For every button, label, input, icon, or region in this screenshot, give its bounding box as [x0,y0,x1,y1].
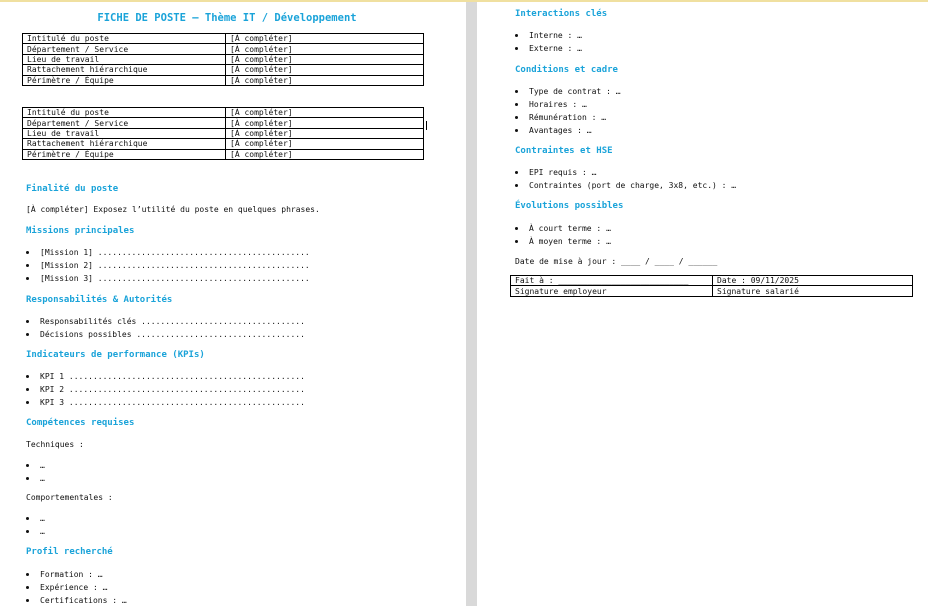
table-row [23,108,424,118]
list-item: Certifications : … [25,594,127,606]
table-row [23,54,424,64]
list-item: [Mission 2] ............................................ [25,259,310,272]
list-item: … [25,525,45,538]
job-info-table [22,33,424,86]
table-row [23,34,424,44]
profil-list [25,568,127,606]
table-row [23,65,424,75]
table-cell-value[interactable]: [À compléter] [226,139,424,149]
table-row [23,149,424,159]
section-heading-evolutions: Évolutions possibles [515,201,624,211]
section-heading-conditions: Conditions et cadre [515,65,618,75]
table-row [23,44,424,54]
table-cell-value[interactable]: [À compléter] [226,108,424,118]
table-cell-label: Intitulé du poste [23,34,226,44]
table-cell-value[interactable]: [À compléter] [226,54,424,64]
fait-a-cell[interactable]: Fait à : ___________________________ [511,276,713,286]
section-heading-profil: Profil recherché [26,547,113,557]
table-cell-label: Rattachement hiérarchique [23,65,226,75]
table-row [23,139,424,149]
list-item: Expérience : … [25,581,127,594]
section-heading-kpis: Indicateurs de performance (KPIs) [26,350,205,360]
table-row [23,75,424,85]
comportementales-list [25,512,45,538]
section-heading-interactions: Interactions clés [515,9,608,19]
table-row [511,286,913,296]
competences-comportementales-label: Comportementales : [26,493,113,502]
interactions-list [514,29,582,55]
list-item: EPI requis : … [514,166,736,179]
evolutions-list [514,222,611,248]
table-row [23,118,424,128]
document-page-2[interactable] [477,2,928,606]
table-cell-label: Département / Service [23,44,226,54]
list-item: À moyen terme : … [514,235,611,248]
responsabilites-list [25,315,305,341]
list-item: Horaires : … [514,98,621,111]
finalite-text: [À compléter] Exposez l’utilité du poste en quelques phrases. [26,205,320,214]
table-cell-value[interactable]: [À compléter] [226,118,424,128]
list-item: À court terme : … [514,222,611,235]
list-item: Contraintes (port de charge, 3x8, etc.) : … [514,179,736,192]
list-item: Interne : … [514,29,582,42]
section-heading-contraintes: Contraintes et HSE [515,146,613,156]
table-cell-label: Lieu de travail [23,128,226,138]
section-heading-responsabilites: Responsabilités & Autorités [26,295,173,305]
update-date-line: Date de mise à jour : ____ / ____ / ______ [515,257,718,266]
list-item: Type de contrat : … [514,85,621,98]
table-cell-label: Périmètre / Équipe [23,75,226,85]
list-item: … [25,472,45,485]
list-item: [Mission 1] ............................................ [25,246,310,259]
list-item: KPI 2 ................................................. [25,383,305,396]
list-item: [Mission 3] ............................................ [25,272,310,285]
missions-list [25,246,310,285]
table-cell-value[interactable]: [À compléter] [226,34,424,44]
list-item: KPI 1 ................................................. [25,370,305,383]
table-cell-label: Intitulé du poste [23,108,226,118]
text-cursor [426,121,427,130]
section-heading-competences: Compétences requises [26,418,135,428]
table-cell-value[interactable]: [À compléter] [226,75,424,85]
table-cell-label: Périmètre / Équipe [23,149,226,159]
list-item: Responsabilités clés .................................. [25,315,305,328]
table-cell-value[interactable]: [À compléter] [226,149,424,159]
list-item: Avantages : … [514,124,621,137]
table-cell-value[interactable]: [À compléter] [226,65,424,75]
table-cell-label: Lieu de travail [23,54,226,64]
contraintes-list [514,166,736,192]
table-row [511,276,913,286]
kpis-list [25,370,305,409]
table-cell-label: Département / Service [23,118,226,128]
table-cell-label: Rattachement hiérarchique [23,139,226,149]
competences-techniques-label: Techniques : [26,440,84,449]
list-item: Externe : … [514,42,582,55]
techniques-list [25,459,45,485]
date-cell[interactable]: Date : 09/11/2025 [713,276,913,286]
signature-table [510,275,913,297]
list-item: Décisions possibles ................................... [25,328,305,341]
section-heading-finalite: Finalité du poste [26,184,119,194]
signature-employeur-cell[interactable]: Signature employeur [511,286,713,296]
table-cell-value[interactable]: [À compléter] [226,44,424,54]
list-item: KPI 3 ................................................. [25,396,305,409]
job-info-table-duplicate [22,107,424,160]
list-item: … [25,459,45,472]
document-page-1[interactable] [0,2,466,606]
list-item: Rémunération : … [514,111,621,124]
list-item: … [25,512,45,525]
document-title: FICHE DE POSTE — Thème IT / Développement [97,12,357,24]
page-gutter [466,2,477,606]
signature-salarie-cell[interactable]: Signature salarié [713,286,913,296]
conditions-list [514,85,621,137]
section-heading-missions: Missions principales [26,226,135,236]
list-item: Formation : … [25,568,127,581]
table-cell-value[interactable]: [À compléter] [226,128,424,138]
table-row [23,128,424,138]
